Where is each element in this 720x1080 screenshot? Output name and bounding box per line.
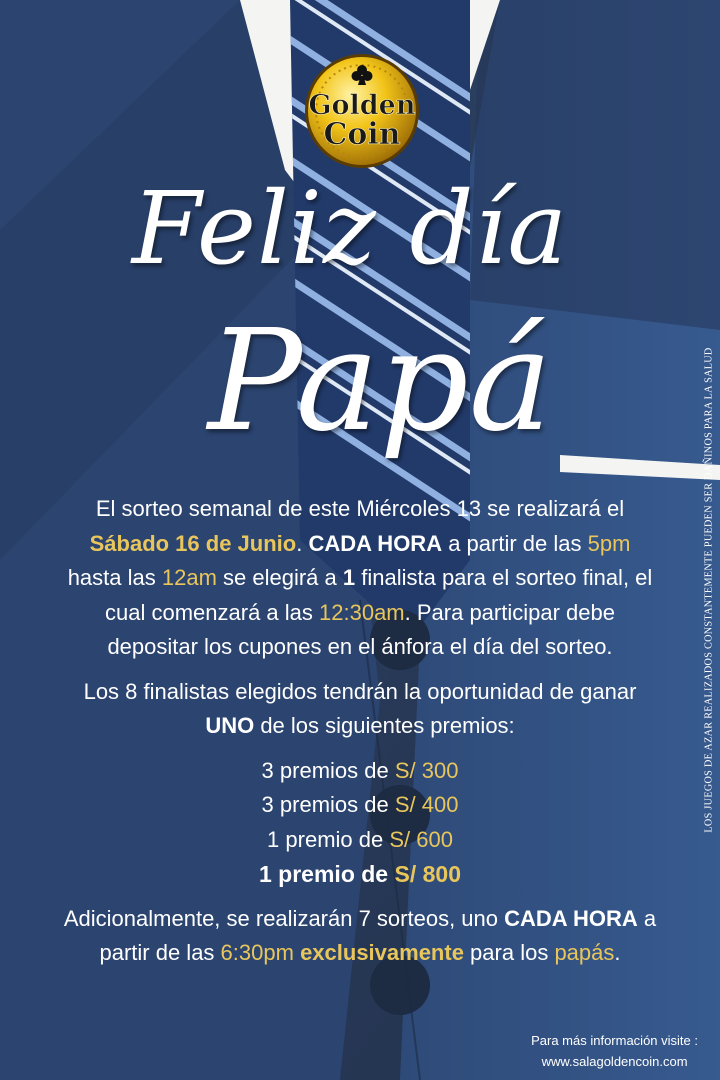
title-papa: Papá [207,300,553,463]
prize-item [60,754,660,789]
prize-list [60,754,660,892]
logo-text-golden: Golden [308,90,416,121]
text: a partir de las [442,530,588,556]
prize-item [60,788,660,823]
date-highlight: Sábado 16 de Junio [89,530,297,556]
text: . [296,530,309,556]
text: . Para participar debe depositar los cupones en el ánfora el día del sorteo. [107,599,615,659]
health-disclaimer [700,285,718,895]
prize-amount: S/ 600 [389,826,453,852]
paragraph-finalistas [60,675,660,744]
prize-item-top [60,857,660,892]
title-feliz-dia: Feliz día [131,170,569,287]
text: se elegirá a [216,565,343,590]
prize-label: 3 premios de [261,792,395,817]
text: finalista para el sorteo final, el cual comenzará a las [105,565,653,625]
prize-item [60,823,660,858]
prize-amount: S/ 400 [394,792,459,817]
golden-coin-logo [300,52,424,170]
text: a partir de las [99,905,657,965]
exclusive-bold: exclusivamente [300,940,464,965]
text: El sorteo semanal de este Miércoles 13 se realizará el [95,496,625,521]
text: hasta las [67,565,162,590]
final-time: 12:30am [319,599,405,625]
prize-amount: S/ 800 [394,861,461,887]
prize-label: 1 premio de [259,861,395,887]
uno-bold: UNO [205,713,255,738]
text: de los siguientes premios: [254,713,515,738]
paragraph-papas [60,902,660,971]
footer-info [531,1030,698,1072]
end-time: 12am [161,565,217,590]
paragraph-sorteo [60,492,660,665]
cada-hora-bold: CADA HORA [308,530,443,556]
footer-label: Para más información visite : [531,1033,698,1048]
text: . [614,940,621,965]
text: para los [463,940,555,965]
logo-text-coin: Coin [323,117,401,152]
papas-highlight: papás [554,940,615,965]
promo-copy [60,492,660,971]
papas-time: 6:30pm [220,940,294,965]
prize-amount: S/ 300 [394,757,459,783]
text: Adicionalmente, se realizarán 7 sorteos, uno [63,905,505,931]
website-link[interactable]: www.salagoldencoin.com [541,1054,688,1069]
prize-label: 1 premio de [267,826,390,852]
finalist-count: 1 [342,565,356,590]
start-time: 5pm [587,530,631,556]
prize-label: 3 premios de [261,757,395,783]
text: Los 8 finalistas elegidos tendrán la oportunidad de ganar [83,678,637,704]
disclaimer-text: LOS JUEGOS DE AZAR REALIZADOS CONSTANTEMENTE PUEDEN SER DAÑINOS PARA LA SALUD [703,347,715,833]
cada-hora-bold: CADA HORA [504,905,638,931]
